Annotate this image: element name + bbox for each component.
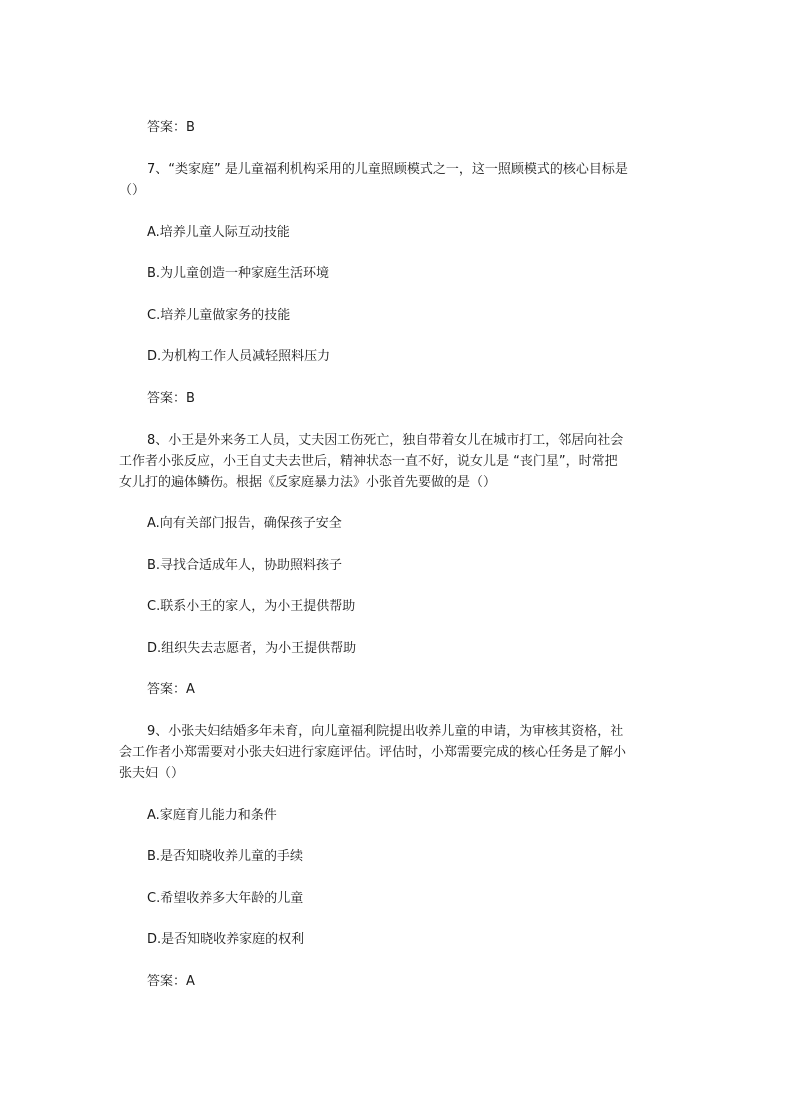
question-8-option-b: B.寻找合适成年人，协助照料孩子	[147, 558, 343, 573]
question-9-line-2: 会工作者小郑需要对小张夫妇进行家庭评估。评估时，小郑需要完成的核心任务是了解小	[119, 745, 627, 760]
question-7-option-c: C.培养儿童做家务的技能	[147, 308, 291, 323]
question-8-answer: 答案：A	[147, 682, 195, 697]
question-9-option-a: A.家庭育儿能力和条件	[147, 808, 277, 823]
question-7-line-2: （）	[119, 183, 146, 198]
question-8-option-c: C.联系小王的家人，为小王提供帮助	[147, 599, 356, 614]
question-9-option-d: D.是否知晓收养家庭的权利	[147, 932, 305, 947]
question-8-line-3: 女儿打的遍体鳞伤。根据《反家庭暴力法》小张首先要做的是（）	[119, 475, 497, 490]
question-8-option-d: D.组织失去志愿者，为小王提供帮助	[147, 641, 357, 656]
question-9-option-c: C.希望收养多大年龄的儿童	[147, 891, 304, 906]
question-9-answer: 答案：A	[147, 974, 195, 989]
answer-previous: 答案：B	[147, 120, 195, 135]
question-7-option-b: B.为儿童创造一种家庭生活环境	[147, 266, 330, 281]
question-7-option-a: A.培养儿童人际互动技能	[147, 225, 290, 240]
question-9-option-b: B.是否知晓收养儿童的手续	[147, 849, 304, 864]
question-7-answer: 答案：B	[147, 391, 195, 406]
question-8-option-a: A.向有关部门报告，确保孩子安全	[147, 516, 342, 531]
question-9-line-3: 张夫妇（）	[119, 766, 185, 781]
question-8-line-1: 8、小王是外来务工人员，丈夫因工伤死亡，独自带着女儿在城市打工，邻居向社会	[147, 433, 624, 448]
question-7-line-1: 7、“类家庭” 是儿童福利机构采用的儿童照顾模式之一，这一照顾模式的核心目标是	[147, 162, 628, 177]
question-7-option-d: D.为机构工作人员减轻照料压力	[147, 349, 331, 364]
question-8-line-2: 工作者小张反应，小王自丈夫去世后，精神状态一直不好，说女儿是 “丧门星”，时常把	[119, 454, 618, 469]
question-9-line-1: 9、小张夫妇结婚多年未育，向儿童福利院提出收养儿童的申请，为审核其资格，社	[147, 724, 624, 739]
